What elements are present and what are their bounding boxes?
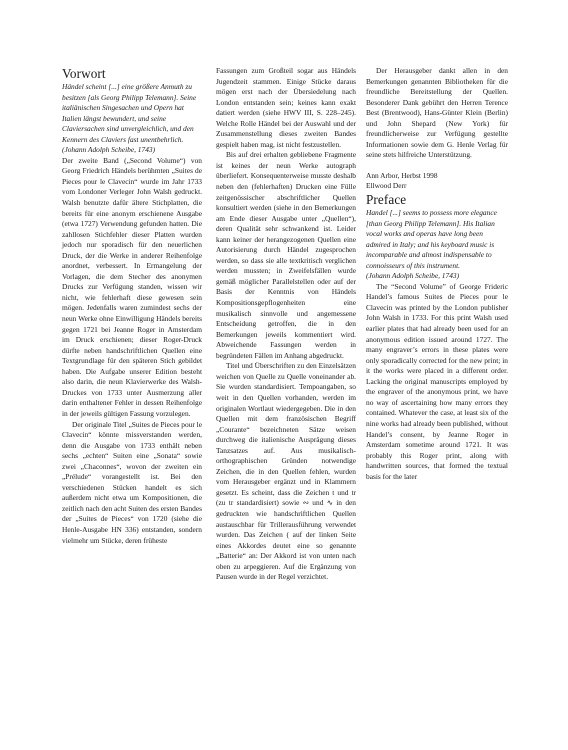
preface-paragraph-1: The “Second Volume” of George Frideric Handel’s famous Suites de Pieces pour le Clavecin was printed by the London publisher John Walsh in 1733. For this print Walsh used earlier plates that had already been used for an anonymous edition issued around 1727. The many engraver’s errors in these plates were only sporadically corrected for the new print; in it the works were placed in a different order. Lacking the original manuscripts employed by the engraver of the anonymous print, we have no way of ascertaining how many errors they contained. Whatever the case, at least six of the nine works had already been published, without Handel’s consent, by Jeanne Roger in Amsterdam sometime around 1721. It was probably this Roger print, along with handwritten sources, that formed the textual basis for the later (366, 281, 508, 481)
vorwort-epigraph: Händel scheint [...] eine größere Anmuth zu besitzen [als Georg Philipp Telemann]. Seine italiänischen Singesachen und Opern hat Italien längst bewundert, und seine Claviersachen sind unvergleichlich, und den Kennern des Claviers fast unentbehrlich. (62, 82, 197, 144)
vorwort-paragraph-4: Bis auf drei erhalten gebliebene Fragmente ist keines der neun Werke autograph überliefert. Konsequenterweise musste deshalb neben den (fehlerhaften) Drucken eine Fülle zeitgenössischer abschriftlicher Quellen konsultiert werden (siehe in den Bemerkungen am Ende dieser Ausgabe unter „Quellen“), deren Qualität sehr schwankend ist. Leider kann keiner der herangezogenen Quellen eine Autorisierung durch Händel zugesprochen werden, so dass sie alle textkritisch verglichen werden mussten; in Zweifelsfällen wurde gemäß möglicher Parallelstellen oder auf der Basis der Kenntnis von Händels Kompositionsgepflogenheiten eine musikalisch sinnvolle und angemessene Entscheidung getroffen, die in den Bemerkungen jeweils kommentiert wird. Abweichende Fassungen werden in begründeten Fällen im Anhang abgedruckt. (216, 150, 356, 360)
vorwort-epigraph-source: (Johann Adolph Scheibe, 1743) (62, 145, 156, 155)
vorwort-paragraph-3: Fassungen zum Großteil sogar aus Händels Jugendzeit stammen. Einige Stücke daraus mögen erst nach der Übersiedelung nach London entstanden sein; keines kann exakt datiert werden (siehe HWV III, S. 228–245). Welche Rolle Händel bei der Auswahl und der Zusammenstellung dieses zweiten Bandes gespielt haben mag, ist nicht festzustellen. (216, 66, 356, 149)
vorwort-paragraph-1: Der zweite Band („Second Volume“) von Georg Friedrich Händels berühmten „Suites de Pieces pour le Clavecin“ wurde im Jahr 1733 vom Londoner Verleger John Walsh gedruckt. Walsh benutzte dafür ältere Stichplatten, die bereits für eine anonym erschienene Ausgabe (etwa 1727) Verwendung gefunden hatten. Die zahllosen Stichfehler dieser Platten wurden jedoch nur sporadisch für den neuerlichen Druck, der die Werke in anderer Reihenfolge anordnet, verbessert. In Ermangelung der Vorlagen, die dem Stecher des anonymen Drucks zur Verfügung standen, wissen wir nicht, wie fehlerhaft diese gewesen sein mögen. Jedenfalls waren zumindest sechs der neun Werke ohne Einwilligung Händels bereits gegen 1721 bei Jeanne Roger in Amsterdam im Druck erschienen; dieser Roger-Druck dürfte neben handschriftlichen Quellen eine Textgrundlage für den späteren Stich gebildet haben. Die Aufgabe unserer Edition besteht also darin, die neun Klavierwerke des Walsh-Druckes von 1733 unter Ausmerzung aller darin enthaltener Fehler in dessen Reihenfolge in der jeweils gültigen Fassung vorzulegen. (62, 155, 202, 418)
column-left (62, 66, 202, 546)
vorwort-paragraph-2: Der originale Titel „Suites de Pieces pour le Clavecin“ könnte missverstanden werden, denn die Ausgabe von 1733 enthält neben sechs „echten“ Suiten eine „Sonata“ sowie zwei „Chaconnes“, wovon der zweiten ein „Prélude“ vorangestellt ist. Bei den verschiedenen Stücken handelt es sich außerdem nicht etwa um Kompositionen, die zeitlich nach den acht Suiten des ersten Bandes der „Suites de Pieces“ von 1720 (siehe die Henle-Ausgabe HN 336) entstanden, sondern vielmehr um Stücke, deren früheste (62, 419, 202, 545)
vorwort-paragraph-6: Der Herausgeber dankt allen in den Bemerkungen genannten Bibliotheken für die freundliche Bereitstellung der Quellen. Besonderer Dank gebührt den Herren Terence Best (Brentwood), Hans-Günter Klein (Berlin) und John Shepard (New York) für freundlicherweise zur Verfügung gestellte Informationen sowie dem G. Henle Verlag für seine stets hilfreiche Unterstützung. (366, 66, 508, 160)
vorwort-heading: Vorwort (62, 66, 106, 81)
signature-name: Ellwood Derr (366, 181, 407, 191)
signature-block (366, 171, 508, 192)
preface-heading: Preface (366, 192, 407, 208)
preface-epigraph: Handel [...] seems to possess more elegance [than Georg Philipp Telemann]. His Italian vocal works and operas have long been admired in Italy; and his keyboard music is incomparable and almost indispensable to connoisseurs of this instrument. (366, 208, 497, 270)
column-middle (216, 66, 356, 583)
column-right (366, 66, 508, 482)
signature-place-date: Ann Arbor, Herbst 1998 (366, 170, 438, 180)
vorwort-paragraph-5: Titel und Überschriften zu den Einzelsätzen weichen von Quelle zu Quelle voneinander ab. Sie wurden standardisiert. Tempoangaben, so weit in den Quellen vorhanden, werden im originalen Wortlaut wiedergegeben. Die in den Quellen mit dem französischen Begriff „Courante“ bezeichneten Sätze weisen durchweg die italienische Ausprägung dieses Tanzsatzes auf. Aus musikalisch-orthographischen Gründen notwendige Zeichen, die in den Quellen fehlen, wurden vom Herausgeber ergänzt und in Klammern gesetzt. Es scheint, dass die Zeichen t und tr (zu tr standardisiert) sowie ∾ und ∿ in den gedruckten wie handschriftlichen Quellen austauschbar für Trillerausführung verwendet wurden. Das Zeichen ( auf der linken Seite eines Akkordes deutet eine so genannte „Batterie“ an: Der Akkord ist von unten nach oben zu arpeggieren. Auf die Ergänzung von Pausen wurde in der Regel verzichtet. (216, 361, 356, 582)
preface-epigraph-source: (Johann Adolph Scheibe, 1743) (366, 271, 460, 281)
